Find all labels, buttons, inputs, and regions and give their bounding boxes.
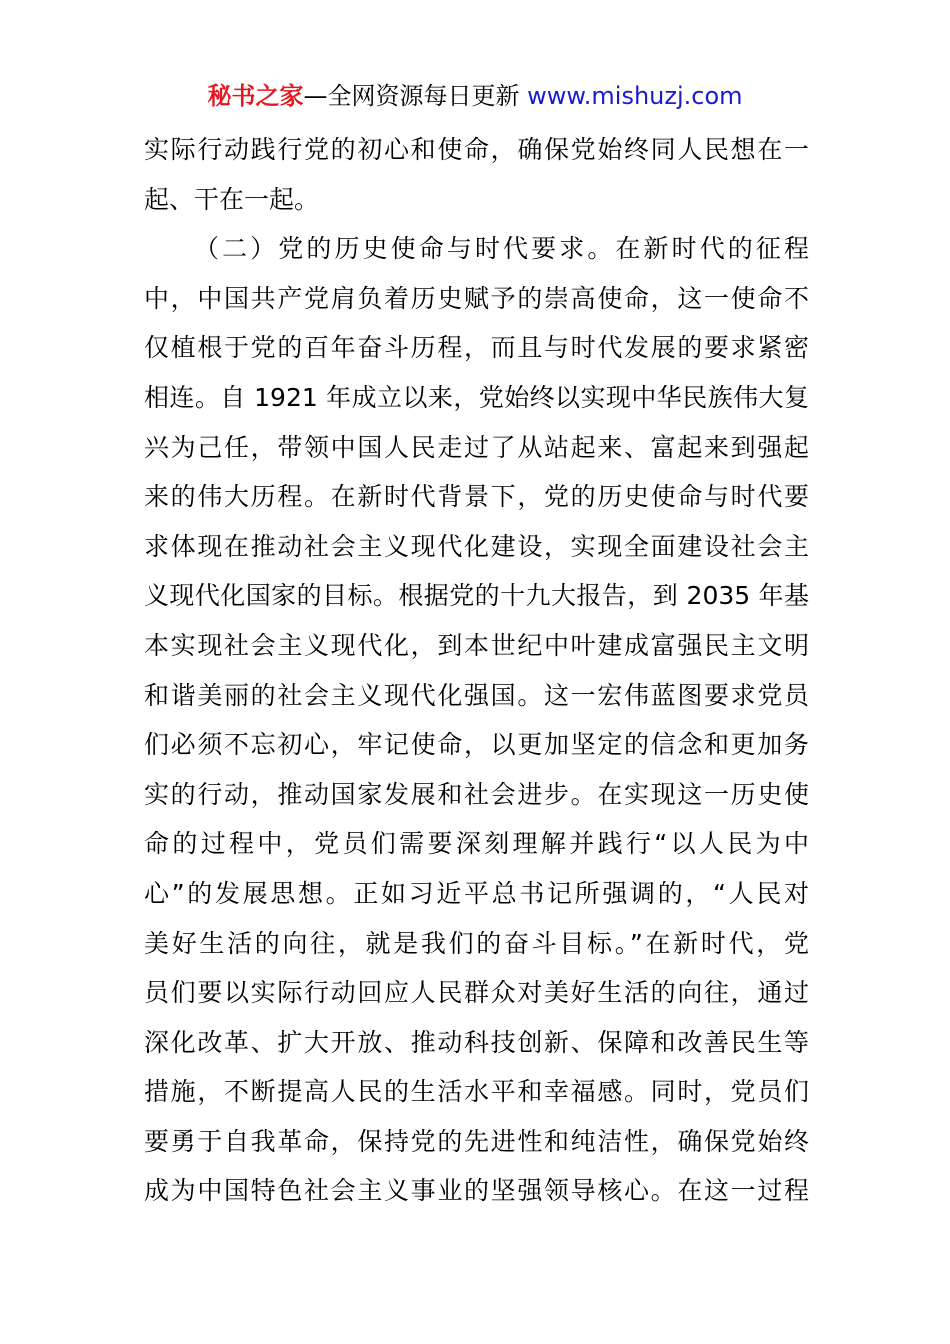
text-line: 们必须不忘初心，牢记使命，以更加坚定的信念和更加务 <box>144 730 809 760</box>
section-heading-line: （二）党的历史使命与时代要求。在新时代的征程 <box>194 234 809 264</box>
text-line: 措施，不断提高人民的生活水平和幸福感。同时，党员们 <box>144 1077 809 1107</box>
text-line: 仅植根于党的百年奋斗历程，而且与时代发展的要求紧密 <box>144 333 809 363</box>
page-header <box>0 80 950 112</box>
site-tagline: —全网资源每日更新 <box>303 82 520 110</box>
text-line: 要勇于自我革命，保持党的先进性和纯洁性，确保党始终 <box>144 1126 809 1156</box>
document-body <box>144 125 809 1216</box>
text-line: 起、干在一起。 <box>144 184 320 214</box>
site-brand: 秘书之家 <box>207 82 304 110</box>
text-line: 员们要以实际行动回应人民群众对美好生活的向往，通过 <box>144 978 809 1008</box>
text-line: 本实现社会主义现代化，到本世纪中叶建成富强民主文明 <box>144 630 809 660</box>
text-line: 深化改革、扩大开放、推动科技创新、保障和改善民生等 <box>144 1027 809 1057</box>
text-line: 实的行动，推动国家发展和社会进步。在实现这一历史使 <box>144 779 809 809</box>
text-line: 实际行动践行党的初心和使命，确保党始终同人民想在一 <box>144 135 809 164</box>
text-line: 来的伟大历程。在新时代背景下，党的历史使命与时代要 <box>144 482 809 512</box>
text-line: 命的过程中，党员们需要深刻理解并践行“以人民为中 <box>144 829 809 859</box>
text-line: 义现代化国家的目标。根据党的十九大报告，到 2035 年基 <box>144 581 809 611</box>
text-line: 兴为己任，带领中国人民走过了从站起来、富起来到强起 <box>144 432 809 462</box>
text-line: 美好生活的向往，就是我们的奋斗目标。”在新时代，党 <box>144 928 809 958</box>
text-line: 心”的发展思想。正如习近平总书记所强调的，“人民对 <box>144 878 809 908</box>
site-url-link[interactable]: www.mishuzj.com <box>527 82 743 110</box>
text-line: 求体现在推动社会主义现代化建设，实现全面建设社会主 <box>144 531 809 561</box>
text-line: 中，中国共产党肩负着历史赋予的崇高使命，这一使命不 <box>144 283 809 313</box>
text-line: 相连。自 1921 年成立以来，党始终以实现中华民族伟大复 <box>144 382 809 412</box>
text-line: 和谐美丽的社会主义现代化强国。这一宏伟蓝图要求党员 <box>144 680 809 710</box>
text-line: 成为中国特色社会主义事业的坚强领导核心。在这一过程 <box>144 1176 809 1206</box>
